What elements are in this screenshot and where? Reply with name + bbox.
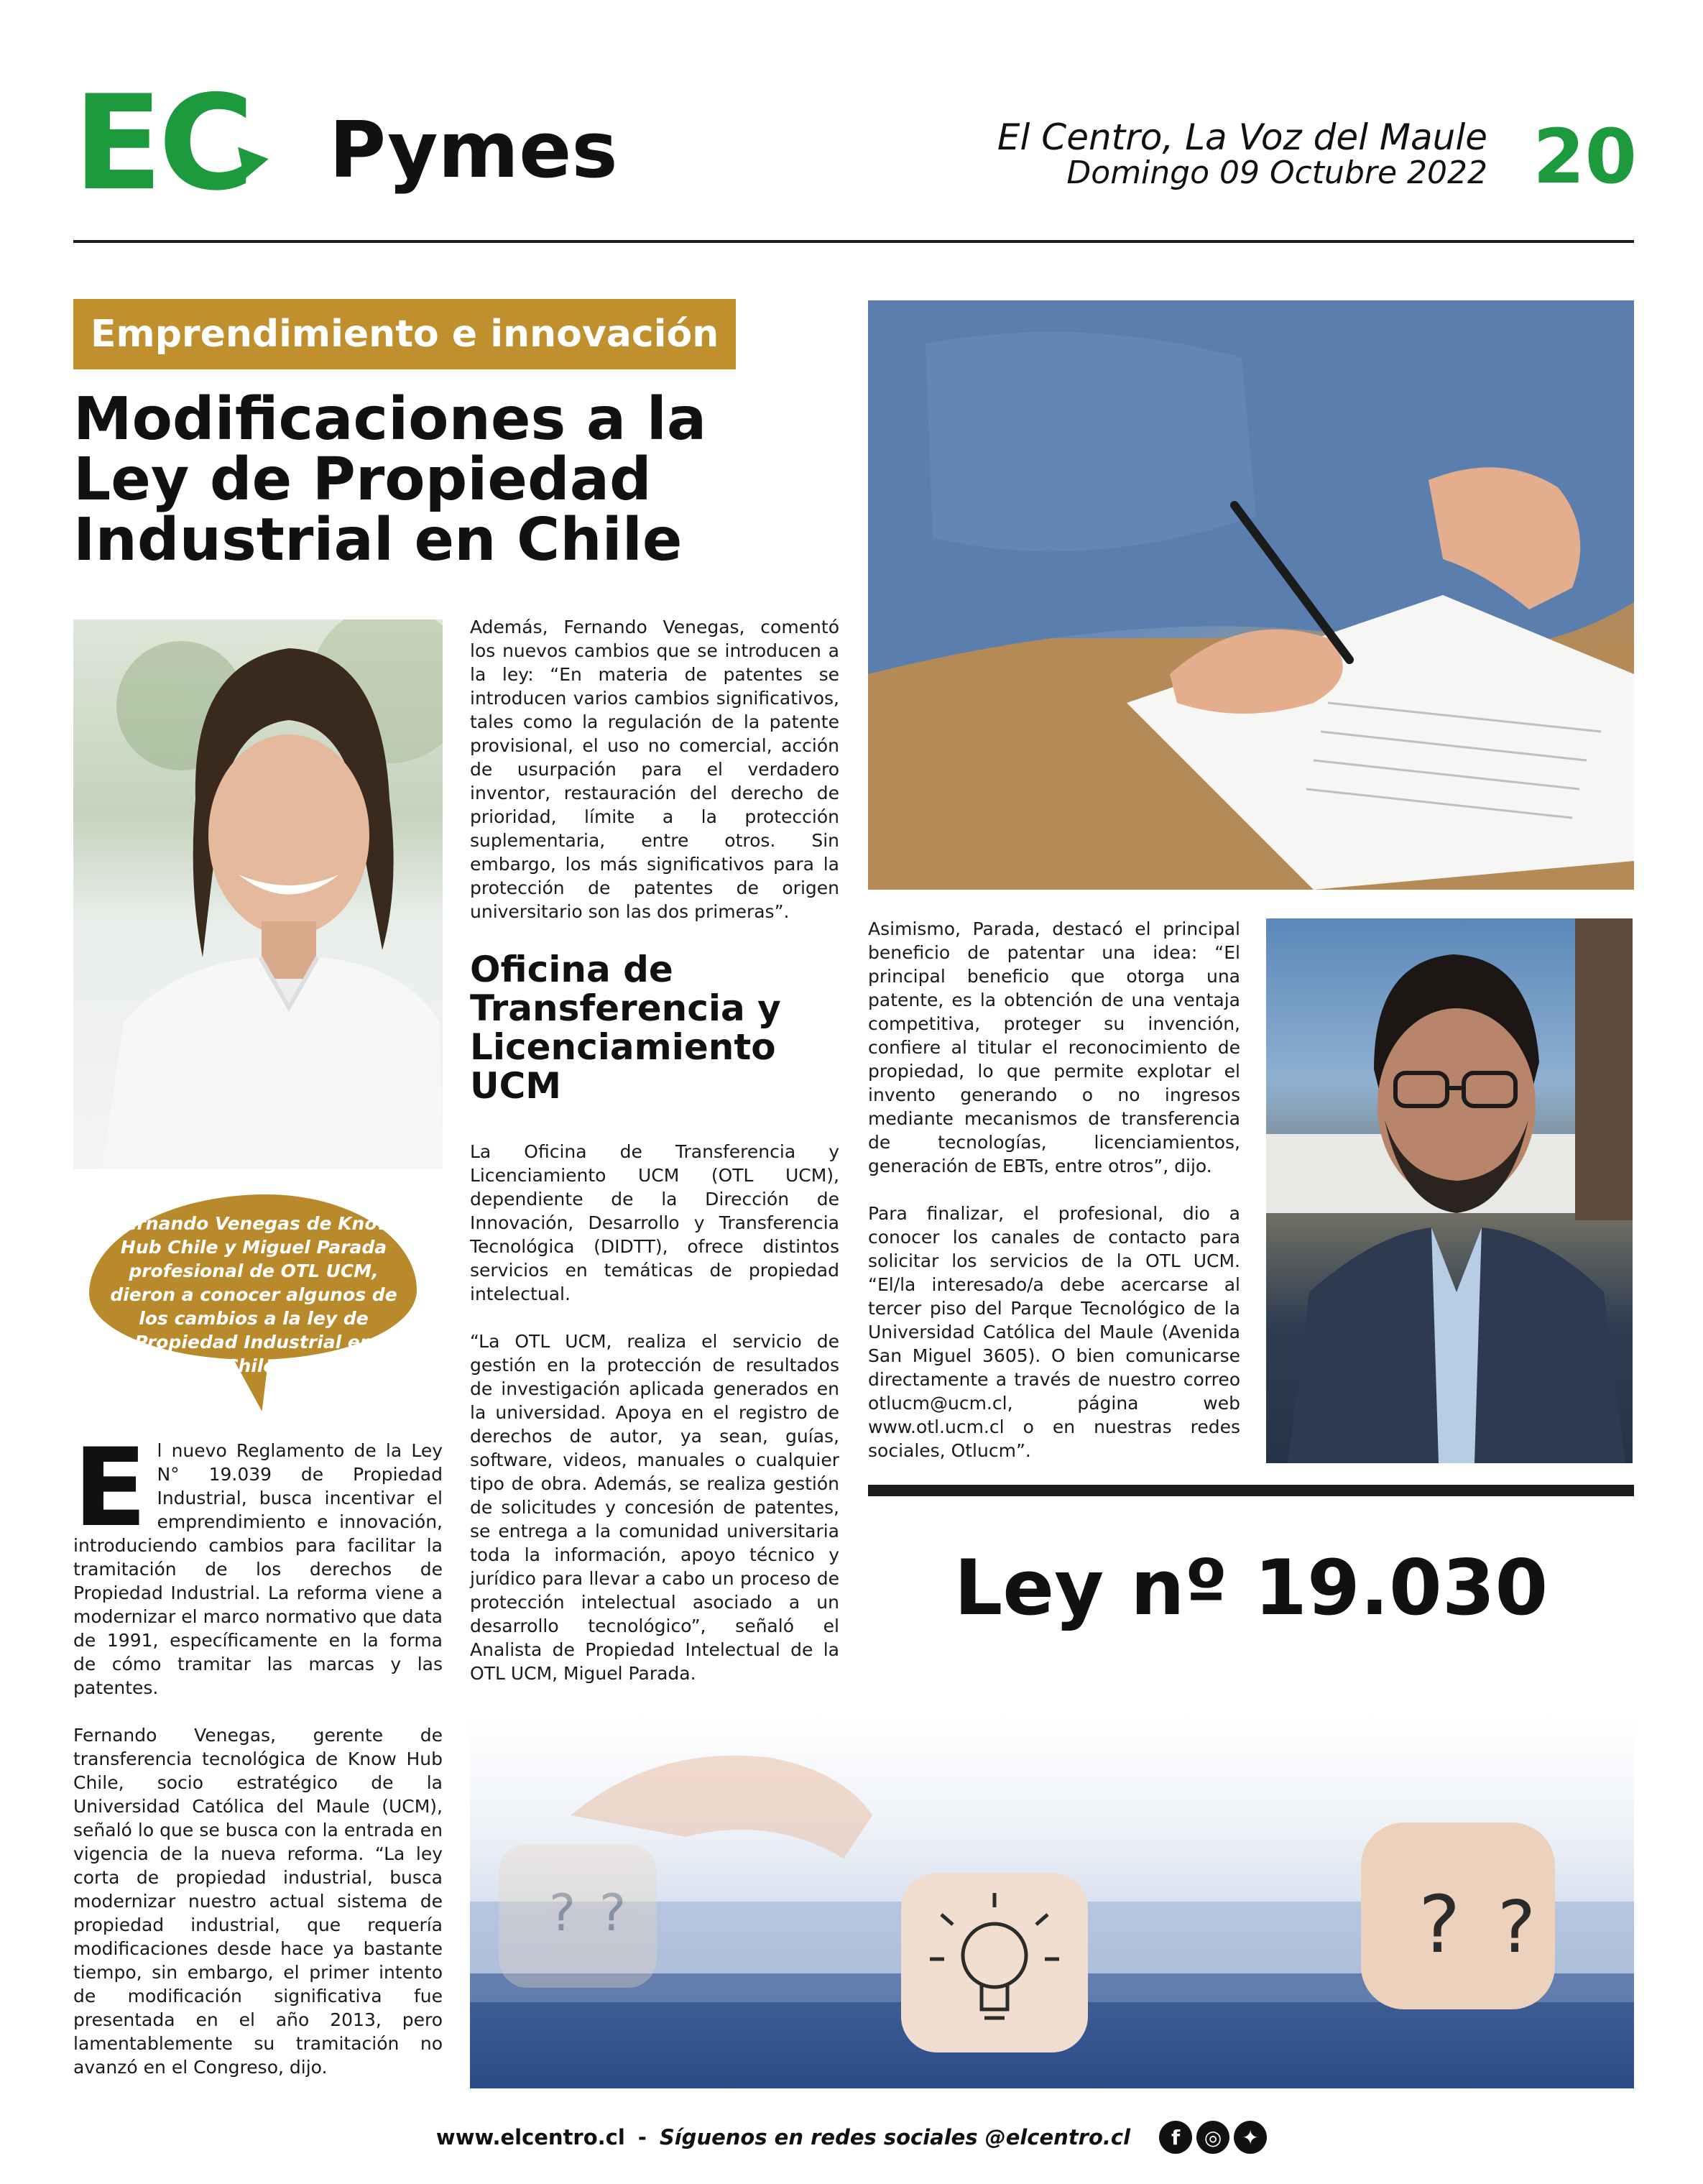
article-column-1 [73, 1426, 443, 2079]
footer-social-text: Síguenos en redes sociales @elcentro.cl [659, 2125, 1131, 2150]
paragraph-text: l nuevo Reglamento de la Ley N° 19.039 de Propiedad Industrial, busca incentivar el emprendimiento e innovación, introduciendo cambios para facilitar la tramitación de los derechos de Propiedad Industrial. La reforma viene a modernizar el marco normativo que data de 1991, específicamente en la forma de cómo tramitar las marcas y las patentes. [73, 1440, 443, 1698]
article-subheading: Oficina de Transferencia y Licenciamiento UCM [470, 949, 781, 1107]
drop-cap: E [73, 1426, 147, 1551]
photo-fernando-venegas [73, 619, 443, 1169]
photo-miguel-parada [1266, 918, 1633, 1463]
newspaper-logo [73, 67, 263, 219]
svg-text:?: ? [1497, 1885, 1536, 1969]
paragraph: Fernando Venegas, gerente de transferencia tecnológica de Know Hub Chile, socio estratégico de la Universidad Católica del Maule (UCM), señaló lo que se busca con la entrada en vigencia de la nueva reforma. “La ley corta de propiedad industrial, busca modernizar nuestro actual sistema de propiedad industrial, que requería modificaciones desde hace ya bastante tiempo, sin embargo, el primer intento de modificación significativa fue presentada en el año 2013, pero lamentablemente su tramitación no avanzó en el Congreso, dijo. [73, 1725, 443, 2078]
article-column-2-continued [470, 1140, 839, 1685]
article-column-2 [470, 615, 839, 923]
article-column-3 [868, 917, 1240, 1462]
logo-letter-e: E [73, 67, 159, 219]
issue-date: Domingo 09 Octubre 2022 [1066, 155, 1487, 191]
photo-idea-dice [470, 1715, 1634, 2088]
paragraph: Para finalizar, el profesional, dio a conocer los canales de contacto para solicitar los servicios de la OTL UCM. “El/la interesado/a debe acercarse al tercer piso del Parque Tecnológico de la Universidad Católica del Maule (Avenida San Miguel 3605). O bien comunicarse directamente a través de nuestro correo otlucm@ucm.cl, página web www.otl.ucm.cl o en nuestras redes sociales, Otlucm”. [868, 1203, 1240, 1461]
newspaper-name: El Centro, La Voz del Maule [997, 116, 1487, 158]
twitter-icon[interactable]: ✦ [1234, 2121, 1267, 2154]
law-callout: Ley nº 19.030 [954, 1544, 1549, 1632]
page-footer [0, 2116, 1703, 2159]
social-links [1159, 2121, 1267, 2154]
footer-website[interactable]: www.elcentro.cl [435, 2125, 625, 2150]
article-headline: Modificaciones a la Ley de Propiedad Industrial en Chile [73, 385, 707, 574]
paragraph: Asimismo, Parada, destacó el principal beneficio de patentar una idea: “El principal beneficio que otorga una patente, es la obtención de una ventaja competitiva, proteger su invención, confiere al titular el reconocimiento de propiedad, lo que permite explotar el invento generando o no ingresos mediante mecanismos de transferencia de tecnologías, licenciamientos, generación de EBTs, entre otros”, dijo. [868, 918, 1240, 1176]
portrait-illustration [73, 619, 443, 1169]
section-title: Pymes [329, 106, 618, 195]
callout-divider [868, 1485, 1634, 1496]
page-number: 20 [1533, 113, 1637, 201]
section-kicker: Emprendimiento e innovación [73, 299, 736, 369]
header-divider [73, 240, 1634, 243]
signing-illustration [868, 300, 1634, 890]
paragraph: “La OTL UCM, realiza el servicio de gestión en la protección de resultados de investigación aplicada generados en la universidad. Apoya en el registro de derechos de autor, ya sean, guías, software, videos, manuales o cualquier tipo de obra. Además, se realiza gestión de solicitudes y concesión de patentes, se entrega a la comunidad universitaria toda la información, apoyo técnico y jurídico para llevar a cabo un proceso de protección intelectual asociado a un desarrollo tecnológico”, señaló el Analista de Propiedad Intelectual de la OTL UCM, Miguel Parada. [470, 1331, 839, 1684]
footer-separator: - [637, 2125, 647, 2150]
logo-letter-c: C [158, 67, 250, 219]
instagram-icon[interactable]: ◎ [1196, 2121, 1229, 2154]
photo-signing-document [868, 300, 1634, 890]
svg-text:?: ? [599, 1884, 627, 1943]
paragraph: Además, Fernando Venegas, comentó los nuevos cambios que se introducen a la ley: “En materia de patentes se introducen varios cambios significativos, tales como la regulación de la patente provisional, el uso no comercial, acción de usurpación para el verdadero inventor, restauración del derecho de prioridad, límite a la protección suplementaria, entre otros. Sin embargo, los más significativos para la protección de patentes de origen universitario son las dos primeras”. [470, 617, 839, 922]
svg-text:?: ? [549, 1884, 576, 1943]
svg-text:?: ? [1418, 1879, 1461, 1971]
paragraph: La Oficina de Transferencia y Licenciamiento UCM (OTL UCM), dependiente de la Dirección de Innovación, Desarrollo y Transferencia Tecnológica (DIDTT), ofrece distintos servicios en temáticas de propiedad intelectual. [470, 1141, 839, 1304]
photo-caption: Fernando Venegas de Know Hub Chile y Miguel Parada profesional de OTL UCM, dieron a conocer algunos de los cambios a la ley de Propiedad Industrial en Chile. [110, 1213, 397, 1376]
portrait-illustration [1266, 918, 1633, 1463]
facebook-icon[interactable]: f [1159, 2121, 1192, 2154]
dice-illustration [470, 1715, 1634, 2088]
paragraph [73, 1426, 443, 1700]
